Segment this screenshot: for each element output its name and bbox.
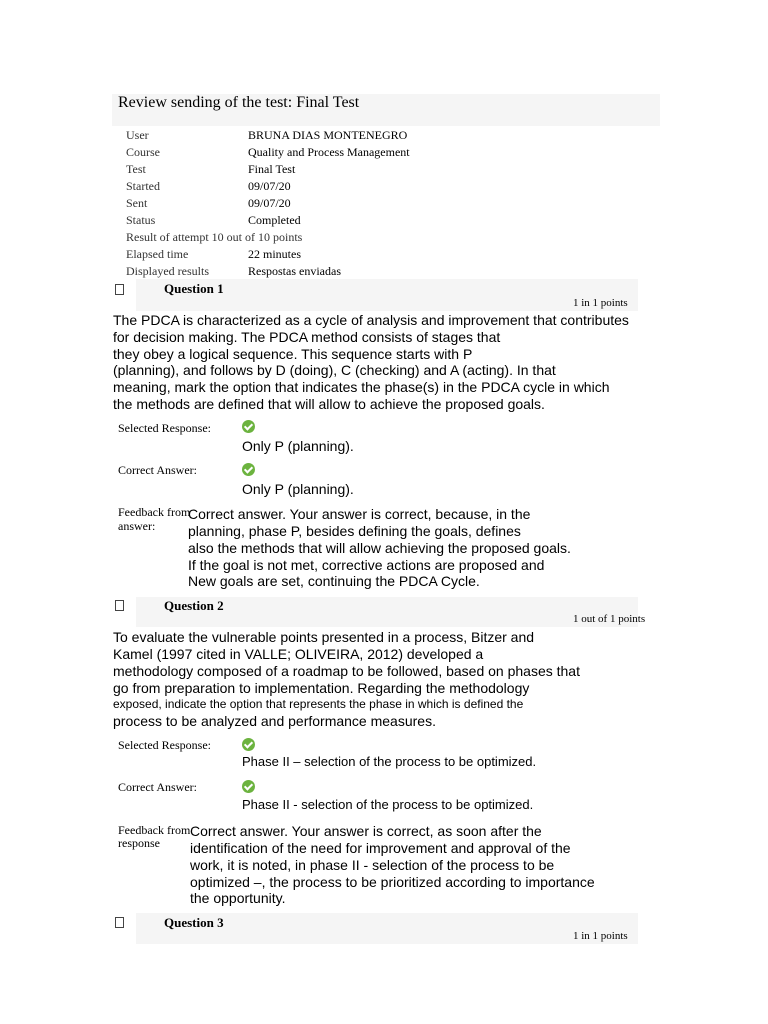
question-2-text-line: methodology composed of a roadmap to be followed, based on phases that [113,663,580,679]
meta-label-displayed: Displayed results [126,264,209,278]
question-1-text-line: they obey a logical sequence. This sequence starts with P [113,346,473,362]
correct-check-icon [242,738,255,751]
meta-value-user: BRUNA DIAS MONTENEGRO [248,128,408,142]
question-2-feedback-line: work, it is noted, in phase II - selection of the process to be [190,857,555,873]
meta-label-result: Result of attempt 10 out of 10 points [126,230,303,244]
question-1-correct-value: Only P (planning). [242,481,354,497]
question-3-points: 1 in 1 points [573,930,628,942]
meta-label-started: Started [126,179,160,193]
meta-label-course: Course [126,145,160,159]
question-2-feedback-line: optimized –, the process to be prioritized according to importance [190,874,595,890]
question-2-text-line: exposed, indicate the option that represents the phase in which is defined the [113,697,524,711]
question-1-text-line: the methods are defined that will allow to achieve the proposed goals. [113,396,545,412]
question-1-selected-value: Only P (planning). [242,438,354,454]
meta-value-course: Quality and Process Management [248,145,410,159]
meta-value-started: 09/07/20 [248,179,291,193]
question-2-selected-value: Phase II – selection of the process to be optimized. [242,754,537,769]
question-1-feedback-label: answer: [118,519,156,533]
meta-label-test: Test [126,162,146,176]
question-1-text-line: meaning, mark the option that indicates the phase(s) in the PDCA cycle in which [113,379,610,395]
question-1-toggle-icon[interactable] [115,284,124,295]
question-1-feedback-line: also the methods that will allow achieving the proposed goals. [188,540,571,556]
question-1-feedback-line: If the goal is not met, corrective actions are proposed and [188,557,545,573]
question-2-text-line: go from preparation to implementation. Regarding the methodology [113,680,530,696]
meta-value-status: Completed [248,213,301,227]
question-3-toggle-icon[interactable] [115,917,124,928]
correct-check-icon [242,780,255,793]
page-title: Review sending of the test: Final Test [118,94,360,111]
question-2-feedback-line: identification of the need for improvement and approval of the [190,840,571,856]
correct-check-icon [242,463,255,476]
question-2-text-line: process to be analyzed and performance measures. [113,713,436,729]
meta-label-user: User [126,128,149,142]
question-2-selected-label: Selected Response: [118,738,211,752]
meta-label-elapsed: Elapsed time [126,247,189,261]
question-1-feedback-line: planning, phase P, besides defining the goals, defines [188,523,521,539]
question-2-correct-value: Phase II - selection of the process to be optimized. [242,797,534,812]
question-1-correct-label: Correct Answer: [118,463,197,477]
question-1-points: 1 in 1 points [573,297,628,309]
question-2-feedback-label: response [118,836,160,850]
meta-label-sent: Sent [126,196,148,210]
question-1-text-line: for decision making. The PDCA method consists of stages that [113,329,501,345]
meta-value-displayed: Respostas enviadas [248,264,341,278]
meta-value-elapsed: 22 minutes [248,247,301,261]
question-1-text-line: (planning), and follows by D (doing), C (checking) and A (acting). In that [113,362,556,378]
question-2-text-line: To evaluate the vulnerable points presented in a process, Bitzer and [113,629,535,645]
question-2-correct-label: Correct Answer: [118,780,197,794]
question-1-selected-label: Selected Response: [118,421,211,435]
question-1-text-line: The PDCA is characterized as a cycle of analysis and improvement that contributes [113,312,629,328]
question-1-title: Question 1 [164,281,224,296]
meta-value-sent: 09/07/20 [248,196,291,210]
meta-value-test: Final Test [248,162,296,176]
correct-check-icon [242,420,255,433]
question-2-feedback-line: the opportunity. [190,890,286,906]
meta-label-status: Status [126,213,156,227]
question-3-title: Question 3 [164,915,224,930]
question-2-feedback-line: Correct answer. Your answer is correct, as soon after the [190,823,542,839]
question-1-feedback-line: New goals are set, continuing the PDCA Cycle. [188,573,480,589]
question-1-feedback-line: Correct answer. Your answer is correct, because, in the [188,506,531,522]
question-2-text-line: Kamel (1997 cited in VALLE; OLIVEIRA, 2012) developed a [113,646,484,662]
question-2-feedback-label: Feedback from [118,823,191,837]
question-2-points: 1 out of 1 points [573,613,646,625]
question-1-feedback-label: Feedback from [118,505,191,519]
question-2-toggle-icon[interactable] [115,600,124,611]
question-2-title: Question 2 [164,598,224,613]
